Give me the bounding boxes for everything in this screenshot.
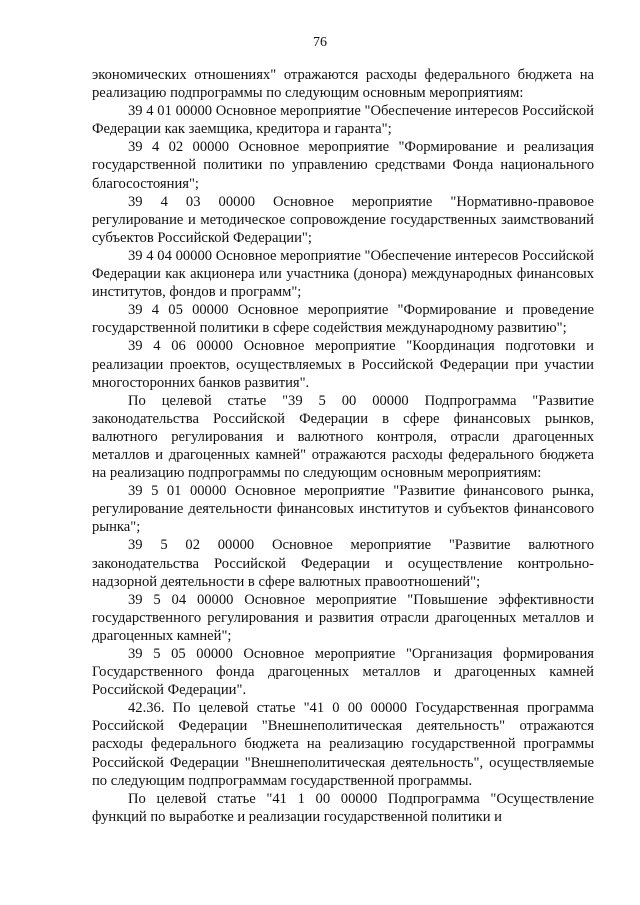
paragraph: 39 5 04 00000 Основное мероприятие "Повышение эффективности государственного регулирования и развития отрасли драгоценных металлов и драгоценных камней";	[92, 591, 594, 644]
paragraph: 39 4 01 00000 Основное мероприятие "Обеспечение интересов Российской Федерации как заемщика, кредитора и гаранта";	[92, 103, 594, 138]
paragraph: 39 5 02 00000 Основное мероприятие "Развитие валютного законодательства Российской Федерации и осуществление контрольно-надзорной деятельности в сфере валютных правоотношений";	[92, 537, 594, 590]
paragraph: 39 5 01 00000 Основное мероприятие "Развитие финансового рынка, регулирование деятельности финансовых институтов и субъектов финансового рынка";	[92, 483, 594, 536]
paragraph: 39 4 02 00000 Основное мероприятие "Формирование и реализация государственной политики по управлению средствами Фонда национального благосостояния";	[92, 139, 594, 192]
page-number: 76	[313, 35, 327, 50]
paragraph: 39 4 05 00000 Основное мероприятие "Формирование и проведение государственной политики в сфере содействия международному развитию";	[92, 302, 594, 337]
paragraph: 39 4 04 00000 Основное мероприятие "Обеспечение интересов Российской Федерации как акционера или участника (донора) международных финансовых институтов, фондов и программ";	[92, 247, 594, 301]
paragraph: 39 4 03 00000 Основное мероприятие "Нормативно-правовое регулирование и методическое сопровождение государственных заимствований субъектов Российской Федерации";	[92, 193, 594, 246]
paragraph: По целевой статье "41 1 00 00000 Подпрограмма "Осуществление функций по выработке и реализации государственной политики и	[92, 790, 594, 825]
paragraph: 39 5 05 00000 Основное мероприятие "Организация формирования Государственного фонда драгоценных металлов и драгоценных камней Российской Федерации".	[92, 646, 594, 699]
paragraph: экономических отношениях" отражаются расходы федерального бюджета на реализацию подпрограммы по следующим основным мероприятиям:	[92, 67, 594, 102]
paragraph: 39 4 06 00000 Основное мероприятие "Координация подготовки и реализации проектов, осуществляемых в Российской Федерации при участии многосторонних банков развития".	[92, 338, 594, 391]
paragraph: 42.36. По целевой статье "41 0 00 00000 Государственная программа Российской Федерации "Внешнеполитическая деятельность" отражаются расходы федерального бюджета на реализацию государственной программы Российской Федерации "Внешнеполитическая деятельность", осуществляемые по следующим подпрограммам государственной программы.	[92, 700, 594, 789]
document-body	[92, 66, 594, 826]
paragraph: По целевой статье "39 5 00 00000 Подпрограмма "Развитие законодательства Российской Федерации в сфере финансовых рынков, валютного регулирования и валютного контроля, отрасли драгоценных металлов и драгоценных камней" отражаются расходы федерального бюджета на реализацию подпрограммы по следующим основным мероприятиям:	[92, 392, 594, 482]
